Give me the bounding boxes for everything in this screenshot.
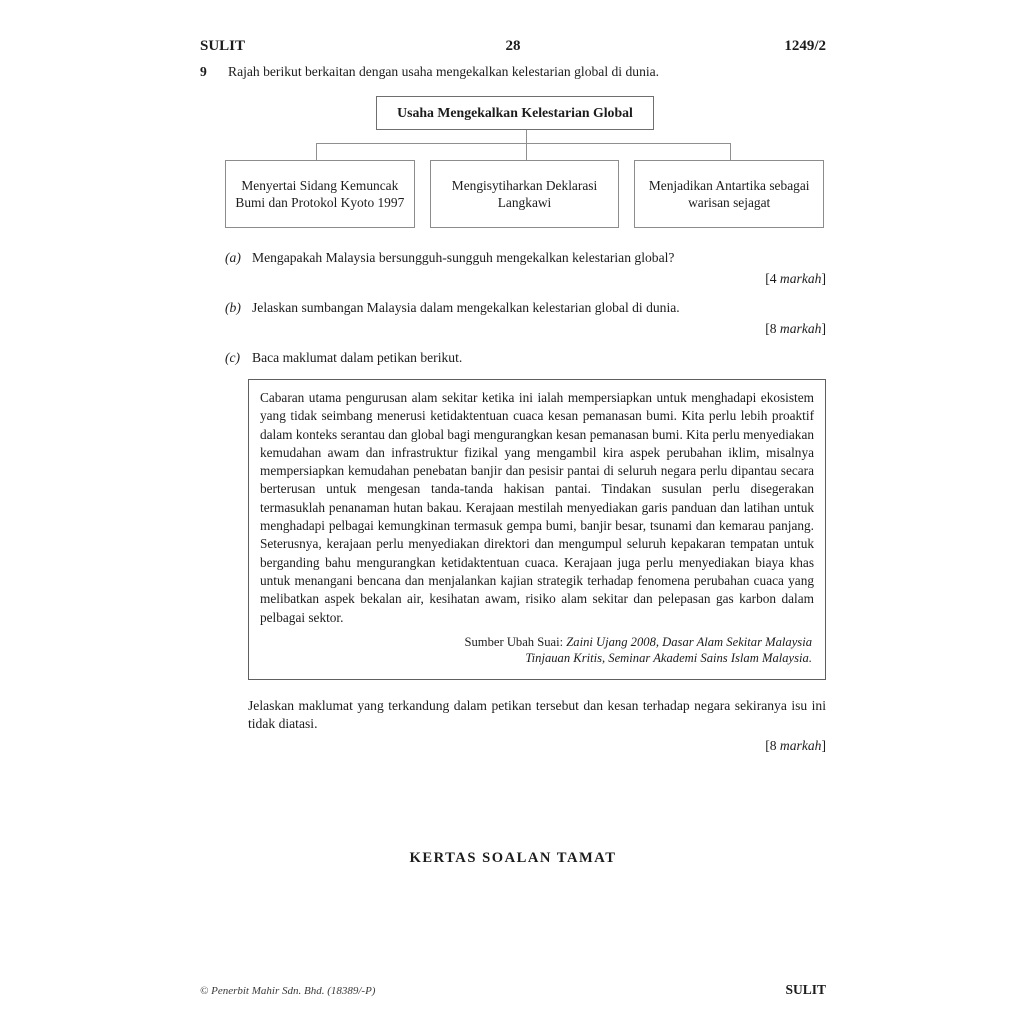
marks-open: [8: [765, 737, 780, 753]
diagram-child-label-1: Menyertai Sidang Kemuncak Bumi dan Protokol Kyoto 1997: [235, 178, 405, 210]
marks-unit: markah: [779, 737, 822, 753]
page-footer: [200, 982, 826, 998]
diagram-root-label: Usaha Mengekalkan Kelestarian Global: [397, 105, 633, 120]
subquestion-c-row: [200, 350, 826, 366]
connector-drop-left: [316, 143, 317, 160]
subquestion-b-label: (b): [225, 300, 241, 315]
diagram-child-box-1: [225, 160, 415, 228]
subquestion-c: [200, 350, 826, 754]
header-confidential-label: SULIT: [200, 38, 246, 54]
source-title-part-2: Tinjauan Kritis, Seminar Akademi Sains Islam Malaysia.: [525, 651, 812, 666]
diagram-root-box: [376, 96, 654, 130]
source-prefix: Sumber Ubah Suai:: [464, 634, 567, 649]
marks-close: ]: [821, 321, 826, 336]
closing-question-text: Jelaskan maklumat yang terkandung dalam petikan tersebut dan kesan terhadap negara sekiranya isu ini tidak diatasi.: [248, 697, 826, 731]
excerpt-source-line-2: [260, 650, 812, 667]
subquestion-c-text: Baca maklumat dalam petikan berikut.: [252, 350, 463, 365]
excerpt-source-line-1: [260, 634, 812, 651]
closing-question-marks: [200, 738, 826, 754]
marks-open: [4: [765, 271, 780, 286]
excerpt-body: Cabaran utama pengurusan alam sekitar ketika ini ialah mempersiapkan untuk menghadapi ekosistem yang tidak seimbang menerusi ketidaktentuan cuaca kesan pemanasan bumi. Kita perlu lebih proaktif dalam konteks serantau dan global bagi mengurangkan kesan pemanasan bumi. Kita perlu menyediakan kemudahan awam dan infrastruktur fizikal yang mengambil kira aspek perubahan iklim, misalnya mempersiapkan kemudahan penebatan banjir dan pesisir pantai di seluruh negara perlu dipantau secara berterusan untuk mengesan tanda-tanda hakisan pantai. Tindakan susulan perlu disegerakan termasuklah penanaman hutan bakau. Kerajaan mestilah menyediakan garis panduan dan latihan untuk menghadapi pelbagai kemungkinan termasuk gempa bumi, banjir besar, tsunami dan kemarau panjang. Seterusnya, kerajaan perlu menyediakan direktori dan mengumpul seluruh kepakaran tempatan untuk berganding bahu mengurangkan ketidaktentuan cuaca. Kerajaan juga perlu menyediakan biaya khas untuk menangani bencana dan menjalankan kajian strategik terhadap fenomena perubahan cuaca yang melibatkan aspek bekalan air, kesihatan awam, risiko alam sekitar dan pelepasan gas karbon dalam pelbagai sektor.: [260, 390, 814, 625]
marks-open: [8: [765, 321, 780, 336]
subquestion-a: [200, 250, 826, 287]
marks-unit: markah: [779, 271, 822, 286]
connector-drop-middle: [526, 143, 527, 160]
publisher-copyright: © Penerbit Mahir Sdn. Bhd. (18389/-P): [200, 985, 376, 997]
footer-confidential-label: SULIT: [785, 982, 826, 997]
page-number: 28: [505, 38, 521, 54]
subquestion-b-text: Jelaskan sumbangan Malaysia dalam mengekalkan kelestarian global di dunia.: [252, 300, 680, 315]
subquestion-b-marks: [200, 321, 826, 337]
diagram-child-box-3: [634, 160, 824, 228]
diagram-child-label-2: Mengisytiharkan Deklarasi Langkawi: [451, 178, 598, 210]
subquestion-b: [200, 300, 826, 337]
connector-stem: [526, 130, 527, 143]
source-title-part-1: Zaini Ujang 2008, Dasar Alam Sekitar Malaysia: [566, 634, 812, 649]
subquestion-b-row: [200, 300, 826, 316]
diagram-child-box-2: [430, 160, 620, 228]
subquestion-a-text: Mengapakah Malaysia bersungguh-sungguh mengekalkan kelestarian global?: [252, 250, 675, 265]
question-intro-text: Rajah berikut berkaitan dengan usaha mengekalkan kelestarian global di dunia.: [228, 64, 660, 79]
connector-drop-right: [730, 143, 731, 160]
diagram-child-label-3: Menjadikan Antartika sebagai warisan sejagat: [648, 178, 810, 210]
question-9: [200, 64, 826, 80]
excerpt-source: [260, 634, 814, 667]
connector-horizontal-bar: [316, 143, 731, 144]
subquestion-a-row: [200, 250, 826, 266]
subquestion-a-label: (a): [225, 250, 241, 265]
subquestion-a-marks: [200, 271, 826, 287]
subquestion-c-label: (c): [225, 350, 241, 365]
marks-close: ]: [821, 737, 826, 753]
page-header: [200, 38, 826, 55]
marks-close: ]: [821, 271, 826, 286]
concept-diagram: [200, 96, 826, 230]
question-number: 9: [200, 64, 207, 79]
diagram-children-row: [225, 160, 824, 228]
paper-code: 1249/2: [784, 38, 826, 54]
excerpt-box: [248, 379, 826, 680]
marks-unit: markah: [779, 321, 822, 336]
end-of-paper-note: KERTAS SOALAN TAMAT: [409, 849, 617, 866]
page-content: [200, 38, 826, 867]
